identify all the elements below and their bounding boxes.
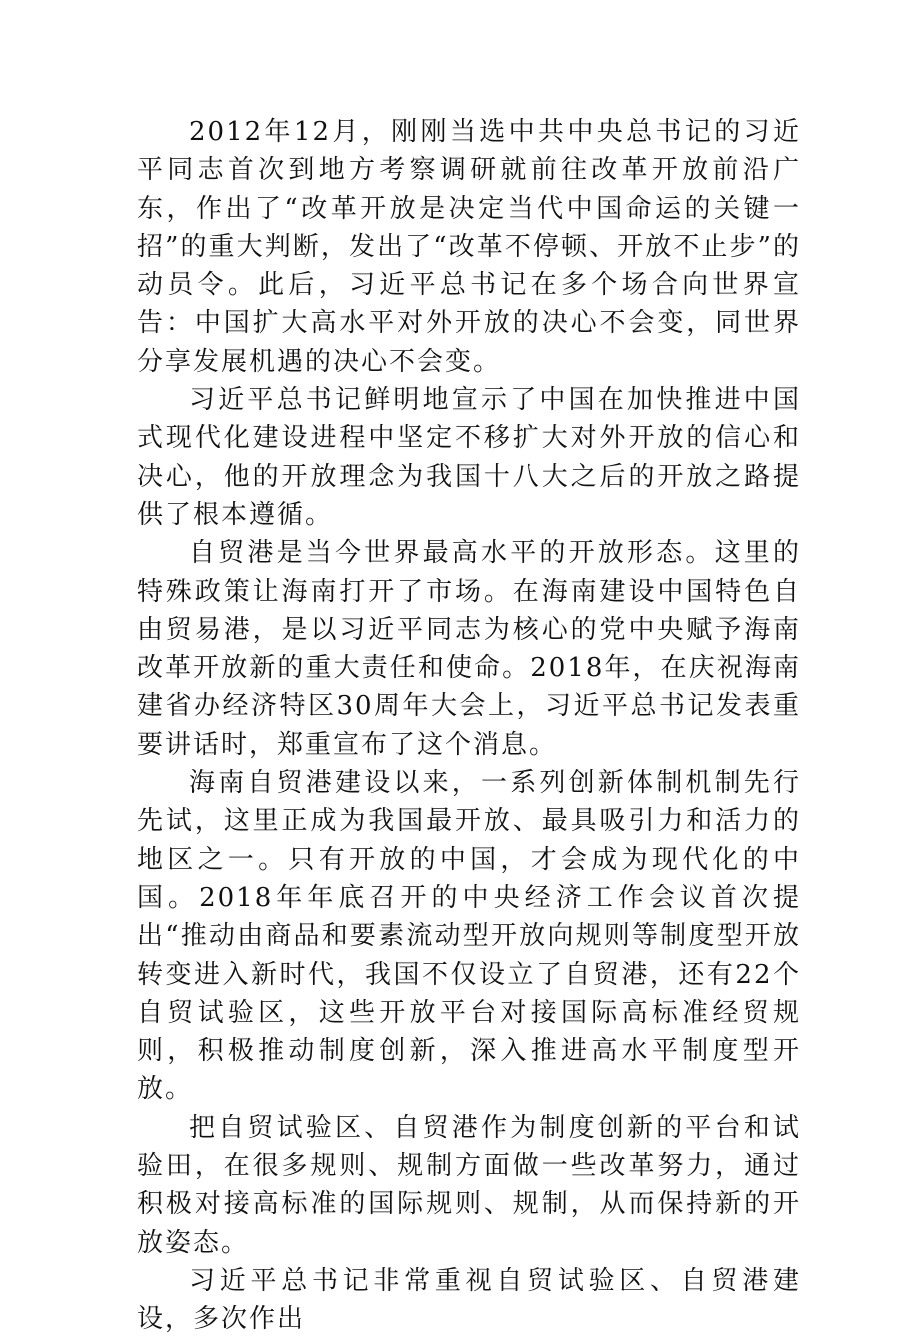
paragraph-4: 海南自贸港建设以来，一系列创新体制机制先行先试，这里正成为我国最开放、最具吸引力和活力的地区之一。只有开放的中国，才会成为现代化的中国。2018年年底召开的中央经济工作会议首次提出“推动由商品和要素流动型开放向规则等制度型开放转变进入新时代，我国不仅设立了自贸港，还有22个自贸试验区，这些开放平台对接国际高标准经贸规则，积极推动制度创新，深入推进高水平制度型开放。 xyxy=(137,768,801,1105)
document-body xyxy=(137,113,801,1339)
paragraph-1: 2012年12月，刚刚当选中共中央总书记的习近平同志首次到地方考察调研就前往改革开放前沿广东，作出了“改革开放是决定当代中国命运的关键一招”的重大判断，发出了“改革不停顿、开放不止步”的动员令。此后，习近平总书记在多个场合向世界宣告：中国扩大高水平对外开放的决心不会变，同世界分享发展机遇的决心不会变。 xyxy=(137,117,801,377)
paragraph-6: 习近平总书记非常重视自贸试验区、自贸港建设，多次作出 xyxy=(137,1265,801,1335)
paragraph-2: 习近平总书记鲜明地宣示了中国在加快推进中国式现代化建设进程中坚定不移扩大对外开放的信心和决心，他的开放理念为我国十八大之后的开放之路提供了根本遵循。 xyxy=(137,385,801,530)
paragraph-5: 把自贸试验区、自贸港作为制度创新的平台和试验田，在很多规则、规制方面做一些改革努力，通过积极对接高标准的国际规则、规制，从而保持新的开放姿态。 xyxy=(137,1112,801,1258)
paragraph-3: 自贸港是当今世界最高水平的开放形态。这里的特殊政策让海南打开了市场。在海南建设中国特色自由贸易港，是以习近平同志为核心的党中央赋予海南改革开放新的重大责任和使命。2018年，在庆祝海南建省办经济特区30周年大会上，习近平总书记发表重要讲话时，郑重宣布了这个消息。 xyxy=(137,538,801,760)
